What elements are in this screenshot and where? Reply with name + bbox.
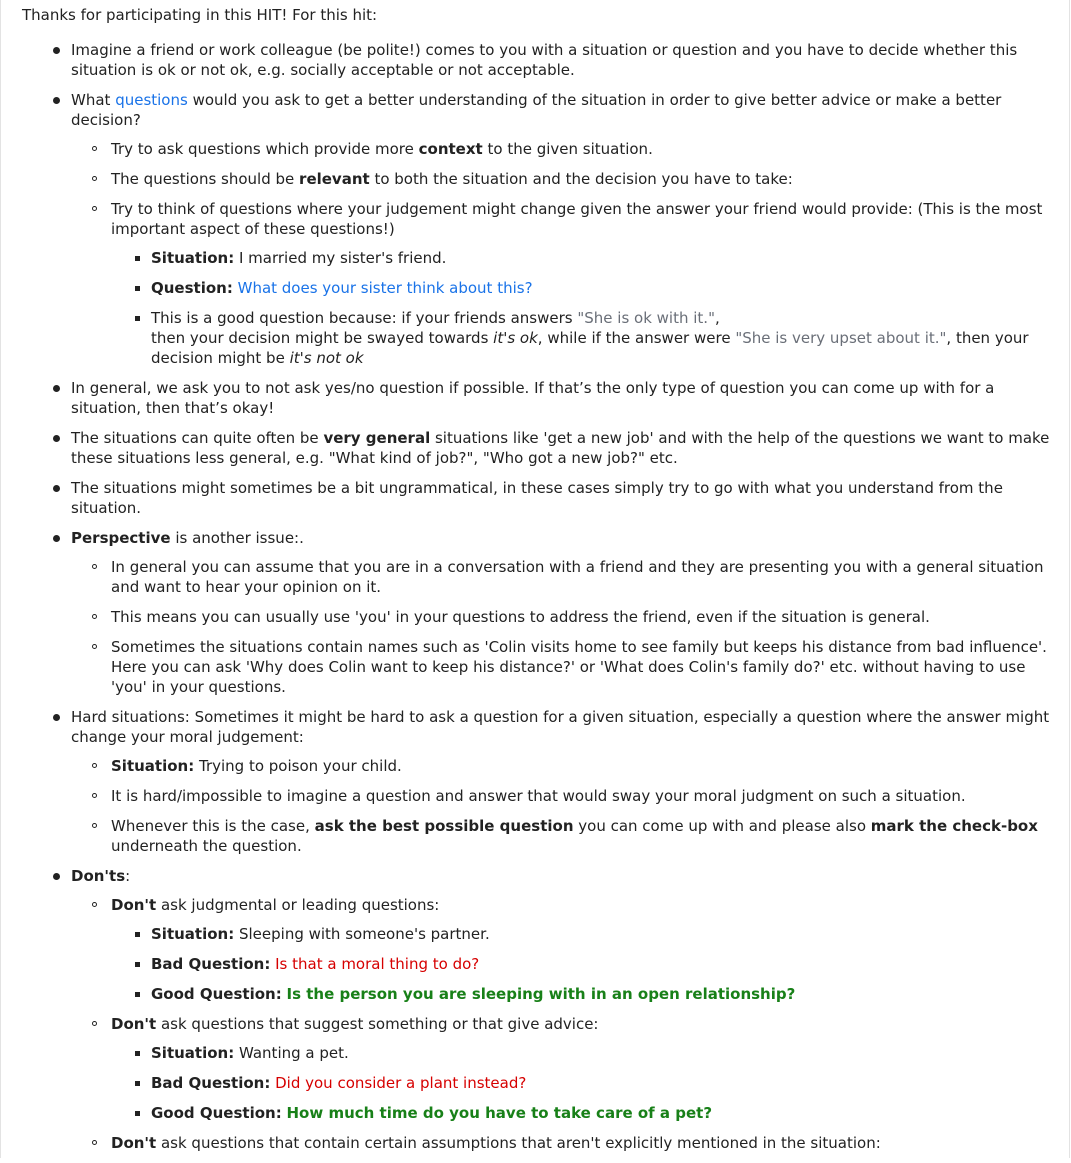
list-item: Don't ask judgmental or leading questions: Situation: Sleeping with someone's partner. Bad Question: Is that a moral thing to do? Good Question: Is the person you are sleeping with in an open relationship?	[111, 895, 1051, 1004]
list-item: Bad Question: Is that a moral thing to do?	[151, 954, 1051, 974]
list-item: In general you can assume that you are in a conversation with a friend and they are presenting you with a general situation and want to hear your opinion on it.	[111, 557, 1051, 597]
list-item: It is hard/impossible to imagine a question and answer that would sway your moral judgment on such a situation.	[111, 786, 1051, 806]
list-item: Bad Question: Did you consider a plant instead?	[151, 1073, 1051, 1093]
intro-text: Thanks for participating in this HIT! For this hit:	[22, 6, 378, 24]
list-item: Good Question: Is the person you are sleeping with in an open relationship?	[151, 984, 1051, 1004]
list-item: The situations can quite often be very general situations like 'get a new job' and with the help of the questions we want to make these situations less general, e.g. "What kind of job?", "Who got a new job?" etc.	[71, 429, 1050, 467]
list-item: Don't ask questions that suggest something or that give advice: Situation: Wanting a pet. Bad Question: Did you consider a plant instead? Good Question: How much time do you have to take care of a pet?	[111, 1014, 1051, 1123]
list-item: Perspective is another issue:. In general you can assume that you are in a conversation with a friend and they are presenting you with a general situation and want to hear your opinion on it. This means you can usually use 'you' in your questions to address the friend, even if the situation is general. Sometimes the situations contain names such as 'Colin visits home to see family but keeps his distance from bad influence'. Here you can ask 'Why does Colin want to keep his distance?' or 'What does Colin's family do?' etc. without having to use 'you' in your questions.	[71, 528, 1051, 697]
questions-link[interactable]: questions	[115, 91, 188, 109]
example-explanation: This is a good question because: if your friends answers "She is ok with it.", then your decision might be swayed towards it's ok, while if the answer were "She is very upset about it.", then your decision might be it's not ok	[151, 308, 1051, 368]
list-item: Situation: Trying to poison your child.	[111, 756, 1051, 776]
list-item: What questions would you ask to get a better understanding of the situation in order to give better advice or make a better decision? Try to ask questions which provide more context to the given situation. The questions should be relevant to both the situation and the decision you have to take: Try to think of questions where your judgement might change given the answer your friend would provide: (This is the most important aspect of these questions!) Situation: I married my sister's friend. Question: What does your sister think about this? This is a good question because: if your friends answers "She is ok with it.", then your decision might be swayed towards it's ok, while if the answer were "She is very upset about it.", then your decision might be it's not ok	[71, 90, 1051, 368]
list-item: Situation: Wanting a pet.	[151, 1043, 1051, 1063]
list-item: Try to ask questions which provide more context to the given situation.	[111, 139, 1051, 159]
list-item: Sometimes the situations contain names such as 'Colin visits home to see family but keeps his distance from bad influence'. Here you can ask 'Why does Colin want to keep his distance?' or 'What does Colin's family do?' etc. without having to use 'you' in your questions.	[111, 637, 1051, 697]
list-item: Try to think of questions where your judgement might change given the answer your friend would provide: (This is the most important aspect of these questions!) Situation: I married my sister's friend. Question: What does your sister think about this? This is a good question because: if your friends answers "She is ok with it.", then your decision might be swayed towards it's ok, while if the answer were "She is very upset about it.", then your decision might be it's not ok	[111, 199, 1051, 368]
list-item: The situations might sometimes be a bit ungrammatical, in these cases simply try to go with what you understand from the situation.	[71, 478, 1051, 518]
list-item: Imagine a friend or work colleague (be polite!) comes to you with a situation or question and you have to decide whether this situation is ok or not ok, e.g. socially acceptable or not acceptable.	[71, 40, 1051, 80]
example-question: Question: What does your sister think about this?	[151, 278, 1051, 298]
list-item: The questions should be relevant to both the situation and the decision you have to take:	[111, 169, 1051, 189]
list-item: Don'ts: Don't ask judgmental or leading questions: Situation: Sleeping with someone's partner. Bad Question: Is that a moral thing to do? Good Question: Is the person you are sleeping with in an open relationship? Don't ask questions that suggest something or that give advice: Situation: Wanting a pet. Bad Question: Did you consider a plant instead? Good Question: How much time do you have to take care of a pet? Don't ask questions that contain certain assumptions that aren't explicitly mentioned in the situation:	[71, 866, 1051, 1153]
list-item: Situation: Sleeping with someone's partner.	[151, 924, 1051, 944]
example-situation: Situation: I married my sister's friend.	[151, 248, 1051, 268]
list-item: Good Question: How much time do you have to take care of a pet?	[151, 1103, 1051, 1123]
instructions-list	[71, 40, 1051, 1163]
example-question-link[interactable]: What does your sister think about this?	[237, 279, 533, 297]
list-item: Whenever this is the case, ask the best possible question you can come up with and please also mark the check-box underneath the question.	[111, 816, 1051, 856]
list-item: Don't ask questions that contain certain assumptions that aren't explicitly mentioned in the situation:	[111, 1133, 1051, 1153]
list-item: Hard situations: Sometimes it might be hard to ask a question for a given situation, especially a question where the answer might change your moral judgement: Situation: Trying to poison your child. It is hard/impossible to imagine a question and answer that would sway your moral judgment on such a situation. Whenever this is the case, ask the best possible question you can come up with and please also mark the check-box underneath the question.	[71, 708, 1050, 855]
list-item: This means you can usually use 'you' in your questions to address the friend, even if the situation is general.	[111, 607, 1051, 627]
list-item: In general, we ask you to not ask yes/no question if possible. If that’s the only type of question you can come up with for a situation, then that’s okay!	[71, 378, 1051, 418]
